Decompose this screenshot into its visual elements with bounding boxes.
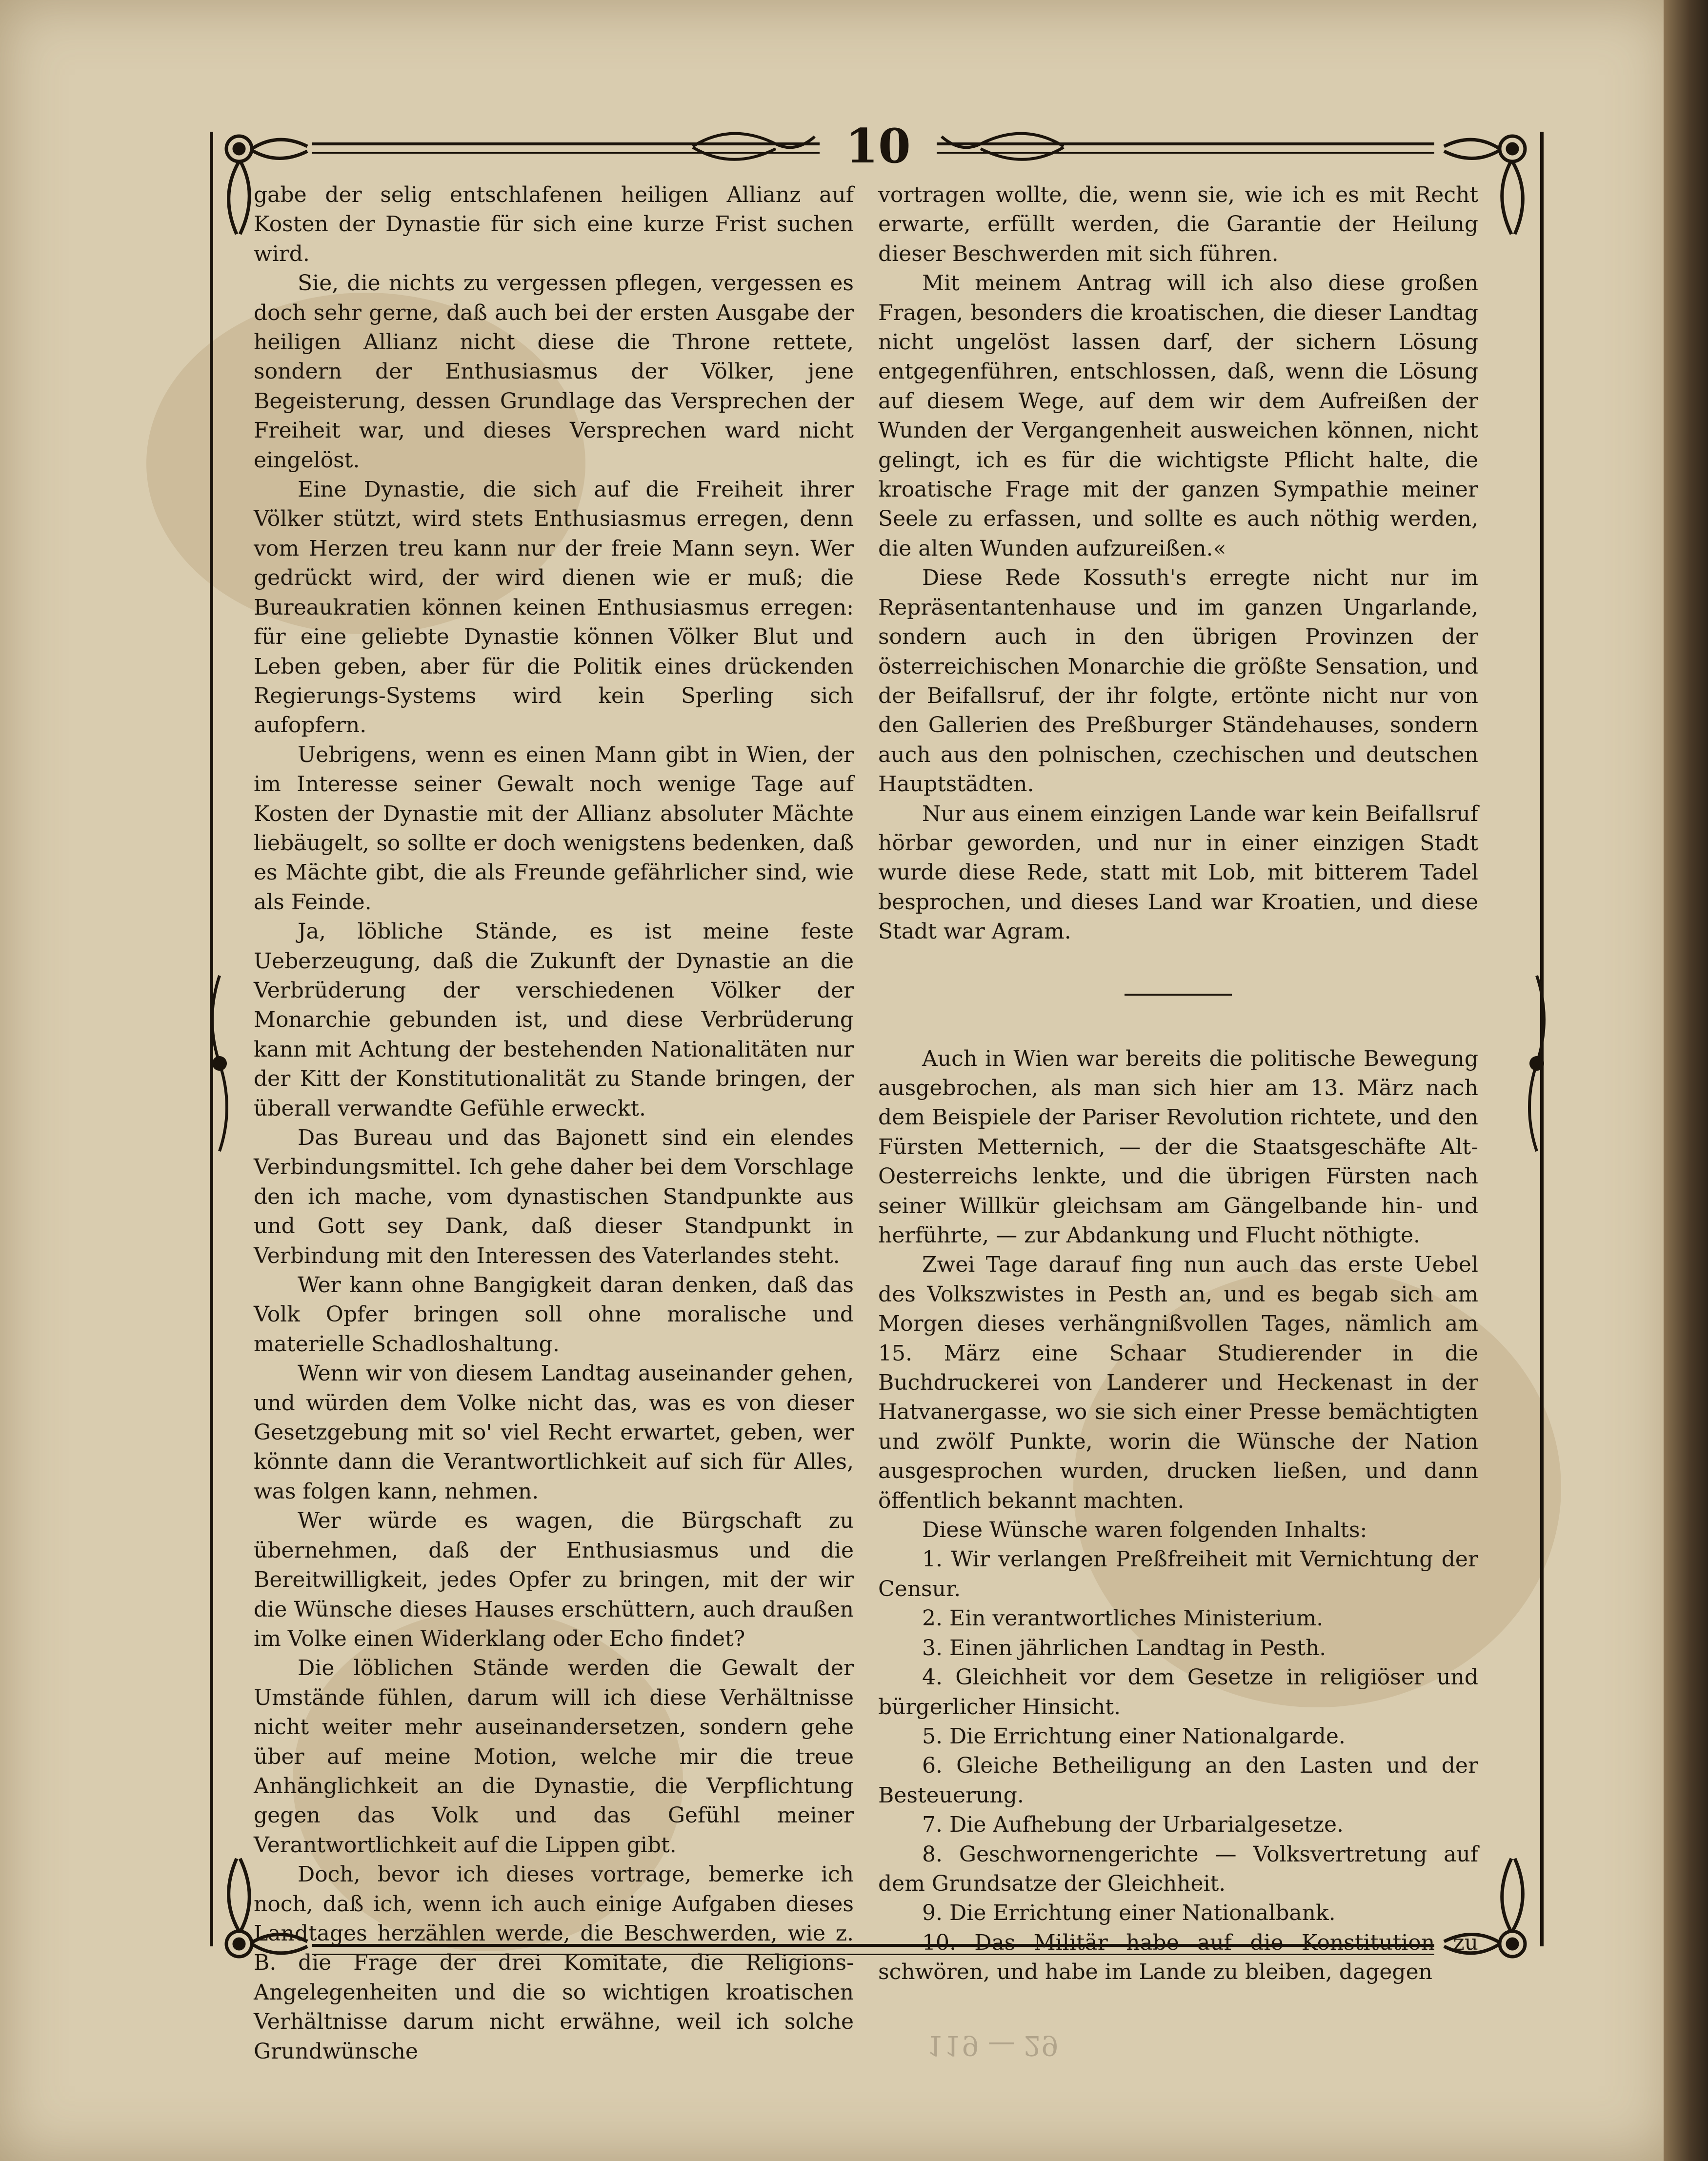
paragraph: Uebrigens, wenn es einen Mann gibt in Wien, der im Interesse seiner Gewalt noch wenige Tage auf Kosten der Dynastie mit der Allianz absoluter Mächte liebäugelt, so sollte er doch wenigstens bedenken, daß es Mächte gibt, die als Freunde gefährlicher sind, wie als Feinde. <box>254 742 854 915</box>
demand-item: 6. Gleiche Betheiligung an den Lasten und der Besteuerung. <box>878 1753 1478 1808</box>
paragraph: vortragen wollte, die, wenn sie, wie ich es mit Recht erwarte, erfüllt werden, die Garantie der Heilung dieser Beschwerden mit sich führen. <box>878 182 1478 266</box>
demand-item: 5. Die Errichtung einer Nationalgarde. <box>922 1723 1346 1749</box>
paragraph: Zwei Tage darauf fing nun auch das erste Uebel des Volkszwistes in Pesth an, und es begab sich am Morgen dieses verhängnißvollen Tages, nämlich am 15. März eine Schaar Studierender in die Buchdruckerei von Landerer und Heckenast in der Hatvanergasse, wo sie sich einer Presse bemächtigten und zwölf Punkte, worin die Wünsche der Nation ausgesprochen wurden, drucken ließen, und dann öffentlich bekannt machten. <box>878 1252 1478 1513</box>
paragraph: Auch in Wien war bereits die politische Bewegung ausgebrochen, als man sich hier am 13. März nach dem Beispiele der Pariser Revolution richtete, und den Fürsten Metternich, — der die Staatsgeschäfte Alt-Oesterreichs lenkte, und die übrigen Fürsten nach seiner Willkür gleichsam am Gängelbande hin- und herführte, — zur Abdankung und Flucht nöthigte. <box>878 1046 1478 1248</box>
paragraph: Mit meinem Antrag will ich also diese großen Fragen, besonders die kroatischen, die dieser Landtag nicht ungelöst lassen darf, der sichern Lösung entgegenführen, entschlossen, daß, wenn die Lösung auf diesem Wege, auf dem wir dem Aufreißen der Wunden der Vergangenheit ausweichen können, nicht gelingt, ich es für die wichtigste Pflicht halte, die kroatische Frage mit der ganzen Sympathie meiner Seele zu erfassen, und sollte es auch nöthig werden, die alten Wunden aufzureißen.« <box>878 271 1478 561</box>
paragraph: Sie, die nichts zu vergessen pflegen, vergessen es doch sehr gerne, daß auch bei der ersten Ausgabe der heiligen Allianz nicht diese die Throne rettete, sondern der Enthusiasmus der Völker, jene Begeisterung, dessen Grundlage das Versprechen der Freiheit war, und dieses Versprechen ward nicht eingelöst. <box>254 271 854 473</box>
paragraph: Eine Dynastie, die sich auf die Freiheit ihrer Völker stützt, wird stets Enthusiasmus erregen, denn vom Herzen treu kann nur der freie Mann seyn. Wer gedrückt wird, der wird dienen wie er muß; die Bureaukratien können keinen Enthusiasmus erregen: für eine geliebte Dynastie können Völker Blut und Leben geben, aber für die Politik eines drückenden Regierungs-Systems wird kein Sperling sich aufopfern. <box>254 477 854 738</box>
paragraph: Wer kann ohne Bangigkeit daran denken, daß das Volk Opfer bringen soll ohne moralische und materielle Schadloshaltung. <box>254 1273 854 1357</box>
left-column <box>254 180 854 2064</box>
paragraph: Nur aus einem einzigen Lande war kein Beifallsruf hörbar geworden, und nur in einer einzigen Stadt wurde diese Rede, statt mit Lob, mit bitterem Tadel besprochen, und dieses Land war Kroatien, und diese Stadt war Agram. <box>878 801 1478 944</box>
bleed-through-page-number: 119 — 29 <box>927 2029 1059 2061</box>
paragraph: Die löblichen Stände werden die Gewalt der Umstände fühlen, darum will ich diese Verhältnisse nicht weiter mehr auseinandersetzen, sondern gehe über auf meine Motion, welche mir die treue Anhänglichkeit an die Dynastie, die Verpflichtung gegen das Volk und das Gefühl meiner Verantwortlichkeit auf die Lippen gibt. <box>254 1656 854 1858</box>
paragraph: Doch, bevor ich dieses vortrage, bemerke ich noch, daß ich, wenn ich auch einige Aufgaben dieses Landtages herzählen werde, die Beschwerden, wie z. B. die Frage der drei Komitate, die Religions-Angelegenheiten und die so wichtigen kroatischen Verhältnisse darum nicht erwähne, weil ich solche Grundwünsche <box>254 1862 854 2064</box>
paragraph: Diese Rede Kossuth's erregte nicht nur im Repräsentantenhause und im ganzen Ungarlande, sondern auch in den übrigen Provinzen der österreichischen Monarchie die größte Sensation, und der Beifallsruf, der ihr folgte, ertönte nicht nur von den Gallerien des Preßburger Ständehauses, sondern auch aus den polnischen, czechischen und deutschen Hauptstädten. <box>878 565 1478 797</box>
side-ornament-icon <box>1522 976 1551 1151</box>
paragraph: gabe der selig entschlafenen heiligen Allianz auf Kosten der Dynastie für sich eine kurze Frist suchen wird. <box>254 182 854 266</box>
demand-item: 9. Die Errichtung einer Nationalbank. <box>922 1901 1336 1926</box>
rule-flourish-icon <box>693 117 820 176</box>
demand-item: 2. Ein verantwortliches Ministerium. <box>922 1606 1324 1631</box>
right-column <box>878 180 1478 1985</box>
paragraph: Diese Wünsche waren folgenden Inhalts: <box>922 1518 1367 1543</box>
rule-flourish-icon <box>937 117 1064 176</box>
side-ornament-icon <box>205 976 234 1151</box>
paragraph: Wenn wir von diesem Landtag auseinander gehen, und würden dem Volke nicht das, was es von dieser Gesetzgebung mit so' viel Recht erwartet, geben, wer könnte dann die Verantwortlichkeit auf sich für Alles, was folgen kann, nehmen. <box>254 1361 854 1504</box>
paragraph: Wer würde es wagen, die Bürgschaft zu übernehmen, daß der Enthusiasmus und die Bereitwilligkeit, jedes Opfer zu bringen, mit der wir die Wünsche dieses Hauses erschüttern, auch draußen im Volke einen Widerklang oder Echo findet? <box>254 1508 854 1651</box>
demand-item: 3. Einen jährlichen Landtag in Pesth. <box>922 1635 1326 1661</box>
demand-item: 10. Das Militär habe auf die Konstitution zu schwören, und habe im Lande zu bleiben, dagegen <box>878 1930 1478 1985</box>
page-edge <box>1664 0 1708 2161</box>
paragraph: Das Bureau und das Bajonett sind ein elendes Verbindungsmittel. Ich gehe daher bei dem Vorschlage den ich mache, vom dynastischen Standpunkte aus und Gott sey Dank, daß dieser Standpunkt in Verbindung mit den Interessen des Vaterlandes steht. <box>254 1125 854 1268</box>
demand-item: 7. Die Aufhebung der Urbarialgesetze. <box>922 1812 1344 1838</box>
demand-item: 8. Geschwornengerichte — Volksvertretung auf dem Grundsatze der Gleichheit. <box>878 1841 1478 1896</box>
page-number: 10 <box>820 112 937 180</box>
demand-item: 4. Gleichheit vor dem Gesetze in religiöser und bürgerlicher Hinsicht. <box>878 1665 1478 1720</box>
section-divider <box>1125 994 1232 996</box>
demand-item: 1. Wir verlangen Preßfreiheit mit Vernichtung der Censur. <box>878 1547 1478 1601</box>
paragraph: Ja, löbliche Stände, es ist meine feste Ueberzeugung, daß die Zukunft der Dynastie an die Verbrüderung der verschiedenen Völker der Monarchie gebunden ist, und diese Verbrüderung kann mit Achtung der bestehenden Nationalitäten nur der Kitt der Konstitutionalität zu Stande bringen, der überall verwandte Gefühle erweckt. <box>254 919 854 1121</box>
